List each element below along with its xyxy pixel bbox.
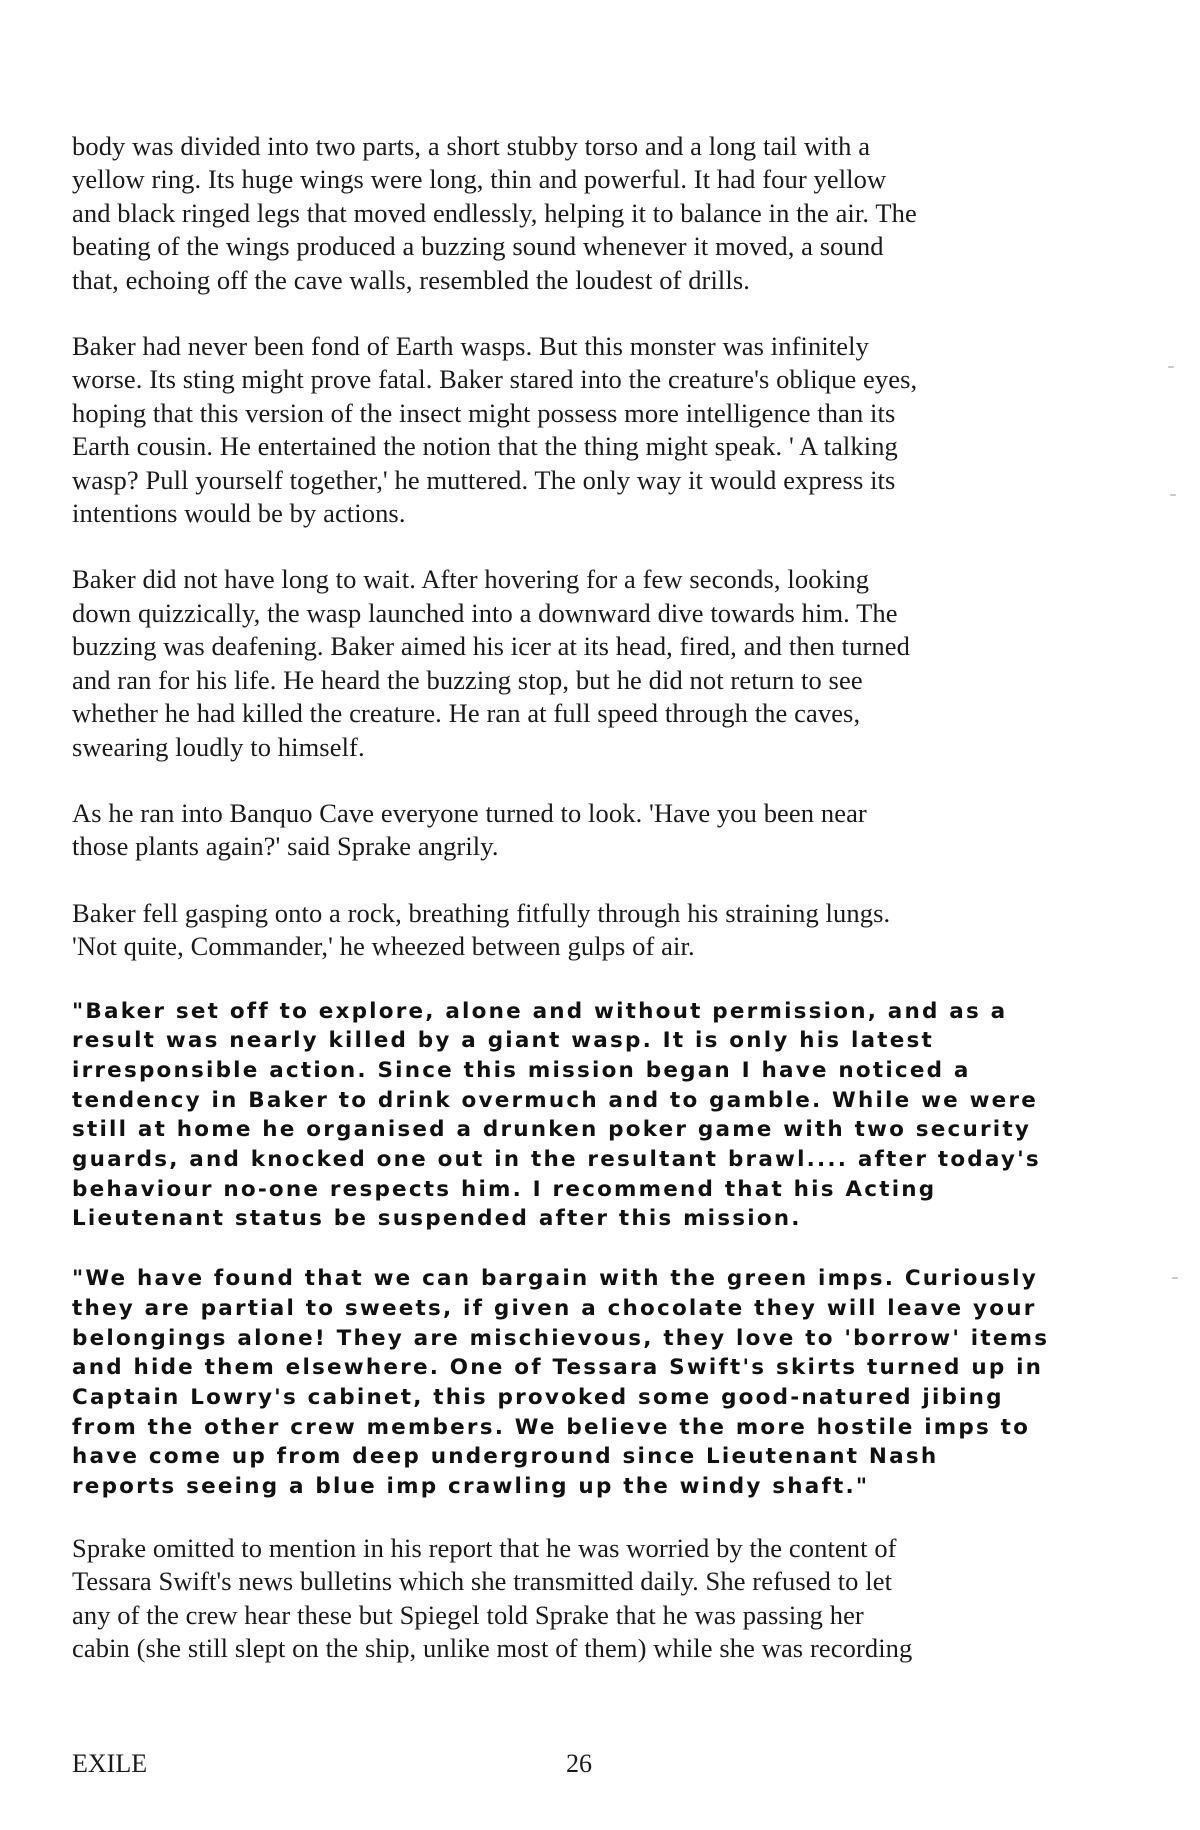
scan-speck (1170, 494, 1176, 496)
page-body (72, 130, 1082, 1698)
scan-speck (1172, 1277, 1178, 1279)
report-green-imps: "We have found that we can bargain with the green imps. Curiously they are partial to sweets, if given a chocolate they will leave your belongings alone! They are mischievous, they love to 'borrow' items and hide them elsewhere. One of Tessara Swift's skirts turned up in Captain Lowry's cabinet, this provoked some good-natured jibing from the other crew members. We believe the more hostile imps to have come up from deep underground since Lieutenant Nash reports seeing a blue imp crawling up the windy shaft." (72, 1266, 1050, 1500)
paragraph-earth-wasps: Baker had never been fond of Earth wasps. But this monster was infinitely worse. Its sting might prove fatal. Baker stared into the creature's oblique eyes, hoping that this version of the insect might possess more intelligence than its Earth cousin. He entertained the notion that the thing might speak. ' A talking wasp? Pull yourself together,' he muttered. The only way it would express its intentions would be by actions. (72, 331, 918, 529)
report-baker-conduct: "Baker set off to explore, alone and without permission, and as a result was nearly killed by a giant wasp. It is only his latest irresponsible action. Since this mission began I have noticed a tendency in Baker to drink overmuch and to gamble. While we were still at home he organised a drunken poker game with two security guards, and knocked one out in the resultant brawl.... after today's behaviour no-one respects him. I recommend that his Acting Lieutenant status be suspended after this mission. (72, 998, 1041, 1232)
footer-book-title: EXILE (72, 1749, 148, 1778)
paragraph-wasp-description: body was divided into two parts, a short stubby torso and a long tail with a yellow ring. Its huge wings were long, thin and powerful. It had four yellow and black ringed legs that moved endlessly, helping it to balance in the air. The beating of the wings produced a buzzing sound whenever it moved, a sound that, echoing off the cave walls, resembled the loudest of drills. (72, 131, 917, 295)
paragraph-tessara-bulletins: Sprake omitted to mention in his report that he was worried by the content of Tessara Swift's news bulletins which she transmitted daily. She refused to let any of the crew hear these but Spiegel told Sprake that he was passing her cabin (she still slept on the ship, unlike most of them) while she was recording (72, 1532, 913, 1663)
paragraph-baker-gasping: Baker fell gasping onto a rock, breathing fitfully through his straining lungs. 'Not quite, Commander,' he wheezed between gulps of air. (72, 897, 891, 962)
scan-speck (1168, 366, 1174, 368)
paragraph-banquo-cave: As he ran into Banquo Cave everyone turned to look. 'Have you been near those plants again?' said Sprake angrily. (72, 797, 867, 862)
footer-page-number: 26 (566, 1749, 592, 1778)
paragraph-wasp-attack: Baker did not have long to wait. After hovering for a few seconds, looking down quizzically, the wasp launched into a downward dive towards him. The buzzing was deafening. Baker aimed his icer at its head, fired, and then turned and ran for his life. He heard the buzzing stop, but he did not return to see whether he had killed the creature. He ran at full speed through the caves, swearing loudly to himself. (72, 564, 910, 762)
